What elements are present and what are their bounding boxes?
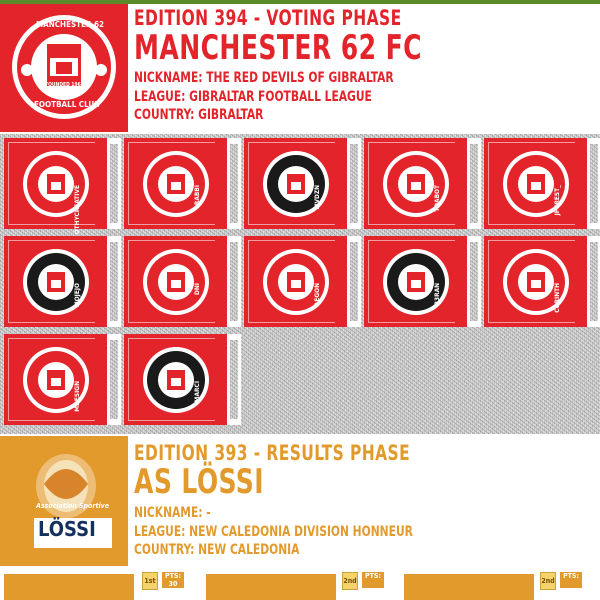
entry-vote-bar[interactable] <box>107 236 121 327</box>
entry-crest-icon <box>374 146 458 222</box>
entry-author: JPCREST_ <box>553 185 561 216</box>
previous-nickname: NICKNAME: - <box>134 505 211 521</box>
entry-vote-fill <box>230 340 238 419</box>
entry-crest-icon <box>134 146 218 222</box>
current-logo-panel <box>0 4 128 132</box>
result-place-badge: 2nd <box>540 572 556 590</box>
entry-vote-fill <box>350 144 358 223</box>
entry-vote-bar[interactable] <box>107 334 121 425</box>
result-place-badge: 1st <box>142 572 158 590</box>
entry-tile[interactable] <box>124 236 241 327</box>
previous-edition-header <box>0 436 600 566</box>
entry-vote-fill <box>590 242 598 321</box>
result-points <box>162 572 184 588</box>
entry-tile[interactable] <box>364 138 481 229</box>
entry-vote-bar[interactable] <box>227 334 241 425</box>
entry-author-strip <box>433 142 467 225</box>
current-edition-title: EDITION 394 - VOTING PHASE <box>134 6 402 30</box>
entry-author-strip <box>193 338 227 421</box>
entry-vote-fill <box>230 242 238 321</box>
entry-author: TDABOT <box>433 185 441 212</box>
entry-crest-icon <box>14 244 98 320</box>
result-tile[interactable] <box>404 574 534 600</box>
entry-vote-bar[interactable] <box>467 236 481 327</box>
entry-author-strip <box>433 240 467 323</box>
entry-author: CORINTH <box>553 283 561 313</box>
entry-vote-bar[interactable] <box>347 138 361 229</box>
result-points-label: PTS: <box>563 572 579 580</box>
entry-vote-bar[interactable] <box>587 138 600 229</box>
entry-crest-icon <box>494 146 578 222</box>
entry-crest-icon <box>254 244 338 320</box>
entry-author-strip <box>193 240 227 323</box>
entry-author-strip <box>193 142 227 225</box>
entry-vote-fill <box>110 340 118 419</box>
entry-crest-icon <box>374 244 458 320</box>
entry-tile[interactable] <box>244 138 361 229</box>
entry-crest-icon <box>134 342 218 418</box>
entry-vote-bar[interactable] <box>227 138 241 229</box>
current-country: COUNTRY: GIBRALTAR <box>134 107 264 123</box>
entry-tile[interactable] <box>4 138 121 235</box>
result-points-value: 30 <box>168 580 178 588</box>
entry-author-strip <box>313 142 347 225</box>
entry-author: OTHYCREATIVE <box>73 185 81 235</box>
entry-crest-icon <box>14 342 98 418</box>
entry-tile[interactable] <box>124 334 241 425</box>
result-points <box>362 572 384 588</box>
result-points-label: PTS: <box>365 572 381 580</box>
logo-top-text: MANCHESTER 62 <box>36 20 105 29</box>
entries-grid <box>0 134 600 434</box>
entry-author: AEGON <box>313 283 321 307</box>
entry-vote-bar[interactable] <box>467 138 481 229</box>
logo-bottom-text: FOOTBALL CLUB <box>34 100 100 109</box>
current-nickname: NICKNAME: THE RED DEVILS OF GIBRALTAR <box>134 70 394 86</box>
lossi-word-text: LÖSSI <box>38 517 96 541</box>
entry-vote-bar[interactable] <box>107 138 121 229</box>
entry-vote-fill <box>470 144 478 223</box>
entry-tile[interactable] <box>484 138 600 229</box>
previous-league: LEAGUE: NEW CALEDONIA DIVISION HONNEUR <box>134 523 413 540</box>
previous-logo-panel <box>0 436 128 566</box>
entry-author: B3RAN <box>433 283 441 306</box>
logo-founded-text: FOUNDED 1962 <box>45 82 84 88</box>
entry-author: MOJEJO <box>73 283 81 308</box>
entry-vote-fill <box>110 144 118 223</box>
entry-vote-bar[interactable] <box>227 236 241 327</box>
entry-author: MARCI <box>193 381 201 403</box>
entry-crest-icon <box>494 244 578 320</box>
entry-tile[interactable] <box>244 236 361 327</box>
previous-country: COUNTRY: NEW CALEDONIA <box>134 542 300 558</box>
entry-vote-bar[interactable] <box>587 236 600 327</box>
previous-club-name: AS LÖSSI <box>134 462 264 502</box>
entry-crest-icon <box>14 146 98 222</box>
entry-tile[interactable] <box>4 334 121 425</box>
entry-author-strip <box>553 142 587 225</box>
current-club-name: MANCHESTER 62 FC <box>134 28 423 68</box>
entry-tile[interactable] <box>4 236 121 327</box>
entry-author-strip <box>553 240 587 323</box>
result-tile[interactable] <box>4 574 134 600</box>
entry-author: MVDZN <box>313 185 321 210</box>
previous-title-block <box>128 436 600 566</box>
entry-tile[interactable] <box>364 236 481 327</box>
entry-crest-icon <box>254 146 338 222</box>
entry-author-strip <box>313 240 347 323</box>
entry-author: RABBI <box>193 185 201 206</box>
result-place-badge: 2nd <box>342 572 358 590</box>
entry-vote-bar[interactable] <box>347 236 361 327</box>
result-points-label: PTS: <box>165 572 181 580</box>
result-points <box>560 572 582 588</box>
current-edition-header <box>0 4 600 132</box>
current-title-block <box>128 4 600 132</box>
entry-crest-icon <box>134 244 218 320</box>
entry-author-strip <box>73 142 107 235</box>
result-tile[interactable] <box>206 574 336 600</box>
entry-tile[interactable] <box>124 138 241 229</box>
previous-edition-title: EDITION 393 - RESULTS PHASE <box>134 441 411 465</box>
entry-author-strip <box>73 240 107 323</box>
entry-author: MDESIGN <box>73 381 81 412</box>
entry-author-strip <box>73 338 107 421</box>
current-league: LEAGUE: GIBRALTAR FOOTBALL LEAGUE <box>134 88 372 105</box>
entry-vote-fill <box>110 242 118 321</box>
entry-author: DNI <box>193 283 201 295</box>
results-strip <box>0 568 600 600</box>
entry-vote-fill <box>350 242 358 321</box>
entry-vote-fill <box>590 144 598 223</box>
entry-vote-fill <box>470 242 478 321</box>
entry-tile[interactable] <box>484 236 600 327</box>
entry-vote-fill <box>230 144 238 223</box>
lossi-script-text: Association Sportive <box>36 502 110 510</box>
